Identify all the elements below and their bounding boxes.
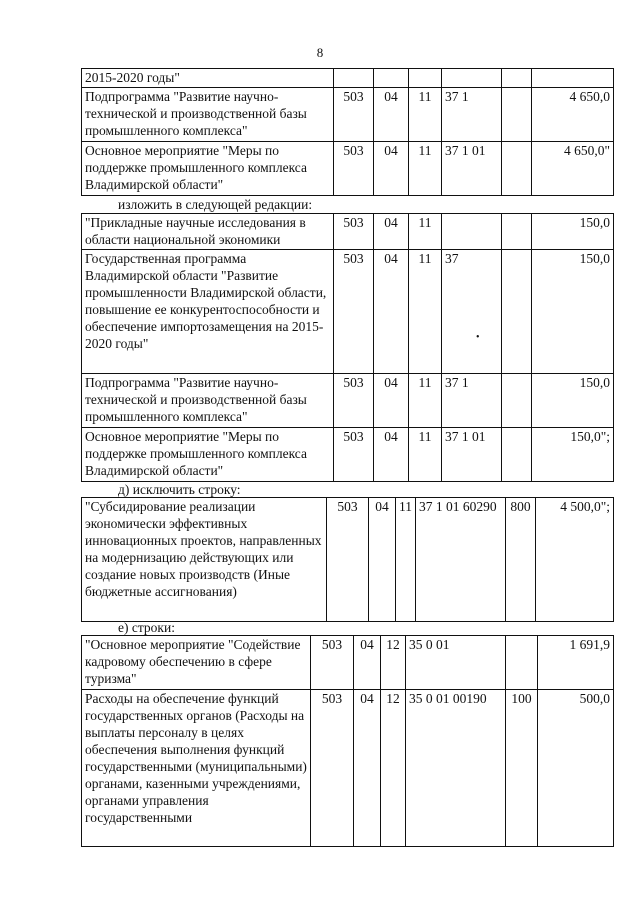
cell-target-article: 37 1: [442, 374, 502, 428]
cell-amount: 150,0";: [532, 428, 614, 482]
cell-section: 04: [354, 690, 381, 847]
cell-target-article: 37 1 01: [442, 142, 502, 196]
cell-amount: 4 650,0: [532, 88, 614, 142]
table-row: [82, 250, 614, 374]
budget-table-1: [81, 68, 614, 196]
cell-expense-type: [502, 428, 532, 482]
cell-section: 04: [374, 88, 409, 142]
cell-section: [374, 69, 409, 88]
table-row: [82, 636, 614, 690]
row-name: 2015-2020 годы": [82, 69, 334, 88]
cell-ministry: 503: [334, 250, 374, 374]
row-name: Государственная программа Владимирской области "Развитие промышленности Владимирской области, повышение ее конкурентоспособности и обеспечение импортозамещения на 2015-2020 годы": [82, 250, 334, 374]
cell-subsection: 12: [381, 636, 406, 690]
cell-target-article: 37 1 01 60290: [416, 498, 506, 622]
cell-expense-type: [502, 374, 532, 428]
cell-target-article: 37: [442, 250, 502, 374]
cell-amount: [532, 69, 614, 88]
budget-table-4: [81, 635, 614, 847]
cell-target-article: 35 0 01 00190: [406, 690, 506, 847]
cell-amount: 4 500,0";: [536, 498, 614, 622]
cell-subsection: 11: [409, 428, 442, 482]
table-row: [82, 88, 614, 142]
cell-ministry: 503: [334, 374, 374, 428]
cell-subsection: 11: [396, 498, 416, 622]
cell-target-article: [442, 214, 502, 250]
cell-ministry: 503: [334, 214, 374, 250]
row-name: "Субсидирование реализации экономически эффективных инновационных проектов, направленных на модернизацию действующих или создание новых производств (Иные бюджетные ассигнования): [82, 498, 327, 622]
cell-target-article: [442, 69, 502, 88]
cell-expense-type: 100: [506, 690, 538, 847]
cell-section: 04: [374, 250, 409, 374]
table-row: [82, 214, 614, 250]
cell-expense-type: 800: [506, 498, 536, 622]
table-row: [82, 374, 614, 428]
caption-rows: е) строки:: [118, 620, 175, 635]
cell-target-article: 35 0 01: [406, 636, 506, 690]
cell-amount: 1 691,9: [538, 636, 614, 690]
cell-subsection: 11: [409, 374, 442, 428]
cell-expense-type: [502, 214, 532, 250]
row-name: Основное мероприятие "Меры по поддержке промышленного комплекса Владимирской области": [82, 428, 334, 482]
cell-amount: 4 650,0": [532, 142, 614, 196]
cell-target-article: 37 1 01: [442, 428, 502, 482]
scan-mark: •: [476, 332, 480, 343]
cell-target-article: 37 1: [442, 88, 502, 142]
row-name: "Прикладные научные исследования в области национальной экономики: [82, 214, 334, 250]
cell-ministry: 503: [334, 142, 374, 196]
cell-subsection: 11: [409, 88, 442, 142]
cell-ministry: 503: [334, 428, 374, 482]
table-row: [82, 690, 614, 847]
row-name: Подпрограмма "Развитие научно-технической и производственной базы промышленного комплекса": [82, 374, 334, 428]
cell-subsection: 11: [409, 250, 442, 374]
cell-expense-type: [502, 69, 532, 88]
cell-expense-type: [502, 88, 532, 142]
cell-subsection: [409, 69, 442, 88]
cell-expense-type: [502, 250, 532, 374]
cell-section: 04: [374, 428, 409, 482]
table-row: [82, 428, 614, 482]
cell-ministry: 503: [334, 88, 374, 142]
caption-exclude: д) исключить строку:: [118, 482, 241, 497]
cell-section: 04: [354, 636, 381, 690]
cell-section: 04: [369, 498, 396, 622]
budget-table-2: [81, 213, 614, 482]
cell-expense-type: [502, 142, 532, 196]
cell-ministry: 503: [311, 636, 354, 690]
row-name: "Основное мероприятие "Содействие кадровому обеспечению в сфере туризма": [82, 636, 311, 690]
cell-subsection: 11: [409, 142, 442, 196]
cell-subsection: 12: [381, 690, 406, 847]
cell-ministry: 503: [311, 690, 354, 847]
cell-expense-type: [506, 636, 538, 690]
cell-amount: 150,0: [532, 214, 614, 250]
table-row: [82, 498, 614, 622]
cell-section: 04: [374, 374, 409, 428]
table-row: [82, 69, 614, 88]
budget-table-3: [81, 497, 614, 622]
cell-ministry: [334, 69, 374, 88]
table-row: [82, 142, 614, 196]
page-number: 8: [316, 45, 324, 60]
cell-section: 04: [374, 214, 409, 250]
row-name: Основное мероприятие "Меры по поддержке промышленного комплекса Владимирской области": [82, 142, 334, 196]
cell-amount: 500,0: [538, 690, 614, 847]
caption-edit: изложить в следующей редакции:: [118, 197, 313, 212]
cell-ministry: 503: [327, 498, 369, 622]
cell-amount: 150,0: [532, 250, 614, 374]
row-name: Расходы на обеспечение функций государственных органов (Расходы на выплаты персоналу в целях обеспечения выполнения функций государственными (муниципальными) органами, казенными учреждениями, органами управления государственными: [82, 690, 311, 847]
cell-subsection: 11: [409, 214, 442, 250]
cell-amount: 150,0: [532, 374, 614, 428]
row-name: Подпрограмма "Развитие научно-технической и производственной базы промышленного комплекса": [82, 88, 334, 142]
cell-section: 04: [374, 142, 409, 196]
